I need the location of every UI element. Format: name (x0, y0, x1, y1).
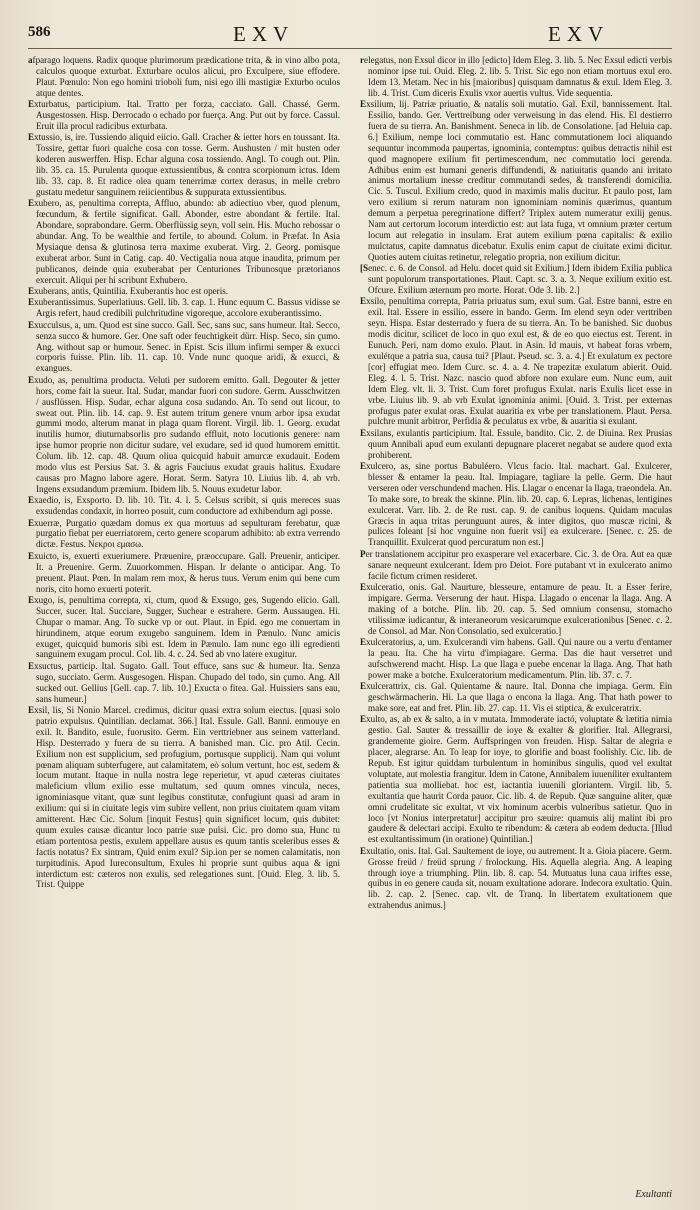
right-column (360, 55, 672, 1185)
entry: Exsuctus, particip. Ital. Sugato. Gall. Tout effuce, sans suc & humeur. Ita. Senza sugo, succiato. Germ. Ausgesogen. Hispan. Chupado del todo, sin çumo. Ang. All sucked out. Gellius [Gell. cap. 7. lib. 10.] Exucta o fitea. Gal. Huissiers sans eau, sans humeur.] (28, 660, 340, 704)
entry: Exugo, is, penultima correpta, xi, ctum, quod & Exsugo, ges, Sugendo elicio. Gall. Succer, sucer. Ital. Succiare, Sugger, Suchear e estrahere. Germ. Aussaugen. Hi. Chupar o mamar. Ang. To sucke vp or out. Plaut. in Epid. ego me conuertam in hirundinem, atque eorum exugebo sanguinem. Idem in Pænulo. Nunc amicis exuget, quicquid humoris sibi est. Idem in Pænulo. Iam nunc ego illi egredienti sanguinem exugam procul. Col. lib. 4. c. 24. Sed ab vno latere exugitur. (28, 594, 340, 660)
entry: Exuberans, antis, Quintilia. Exuberantis hoc est operis. (28, 286, 229, 297)
entry: Exultatio, onis. Ital. Gal. Saultement de ioye, ou autrement. It a. Gioia piacere. Germ. Grosse freüd / freüd sprung / frolockung. His. Aquella alegria. Ang. A leaping through ioye a triumphing. Plin. lib. 8. cap. 54. Mutuatus luna caua iriftes esse, quibus in eo genere cauda sit, nouam exultatione adorare. Indecora exultatio. Quin. lib. 2. cap. 2. [Senec. cap. vlt. de Tranq. In libertatem exultationem que extrahendus animus.] (360, 845, 672, 911)
entry: Exulto, as, ab ex & salto, a in v mutata. Immoderate iactó, voluptate & lætitia nimia gestio. Gal. Sauter & tressaillir de ioye & exalter & glorifier. Ital. Allegrarsi, grandemente gioire. Germ. Auffspringen von freuden. Hisp. Saltar de alegria e placer, alegrarse. An. To leap for ioye, to glorifie and boast foolishly. Cic. lib. de Repub. Est igitur quiddam turbulentum in hominibus singulis, quod vel exultat voluptate, aut molestia frangitur. Idem in Catone, Annibalem iuueniliter exultantem patientia sua molliebat. hoc est, iactantia iuuenili gloriantem. Virgil. lib. 5. exultantia que haurit Corda pauor. Cic. lib. 4. de Repub. Quæ sanguine aliter, quæ omni crudelitate sic exultat, vt vix hominum acerbis vulneribus satietur. Quo in loco [vt Nonius interpretatur] accipitur pro sæuire: quamuis alij malint ibi pro gaudere & delectari accipi. Exulto te ribendum: & cætera ab eodem deducta. [Illud est exultantissimum (in oratione) Quintilian.] (360, 714, 672, 845)
text-columns (28, 55, 672, 1185)
entry: Extussio, is, ire. Tussiendo aliquid eiicio. Gall. Cracher & ietter hors en toussant. Ita. Tossire, gettar fuori qualche cosa con tosse. Germ. Aushusten / mit husten oder koderen auswerffen. Hisp. Echar alguna cosa tossiendo. Angl. To cough out. Plin. lib. 35. ca. 15. Purulenta quoque extussientibus, & contra scorpionum ictus. Idem lib. 33. cap. 8. Et radice olea quam tenerrimæ cortex derasus, in melle crebro gustatu medetur sanguinem reiicientibus & suppurata extussientibus. (28, 132, 340, 197)
entry: Exsil, lis, Si Nonio Marcel. credimus, dicitur quasi extra solum eiectus. [quasi solo patrio expulsus. Quintilian. declamat. 366.] Ital. Essule. Gall. Banni. enmouye en exil. It. Bandito, esule, fuorusito. Germ. Ein verttriebner aus seinem vatterland. Hisp. Desterrado y fuera de su tierra. A banished man. Cic. pro Atil. Cecin. Exilium non est supplicium, sed profugium, portusque supplicij. Nam qui volunt pœnam aliquam subterfugere, aut calamitatem, eò solum vertunt, hoc est, sedem & locum mutant. Itaque in nulla nostra lege reperietur, vt apud cæteras ciuitates maleficium vllum exilio esse multatum, sed quum omnes vincula, neces, ignominiasque vitant, quæ sunt legibus constitutæ, confugiunt quasi ad aram in exilium: qui si in ciuitate legis vim subire vellent, non prius ciuitatem quam vitam amitterent. Hæc Cic. Solum [inquit Festus] quin significet locum, quis dubitet: quum exules causæ dicantur loco patrie suæ pulsi. Cic. pro domo sua, Hunc tu etiam portentosa pestis, exulem appellare ausus es quum tantis sceleribus esses & factis notatus? Ex sintram, Quid enim exul? Sip.ion per se nomen calamitatis, non turpitudinis. Apud Iureconsultum, Exules hi proprie sunt quibus aqua & igni interdictum est: cæteros non exulis, sed relegationes sunt. [Ouid. Eleg. 3. lib. 5. Trist. Quippe (28, 704, 340, 890)
entry: Exucculsus, a, um. Quod est sine succo. Gall. Sec, sans suc, sans humeur. Ital. Secco, senza succo & humore. Ger. One saft oder feuchtigkeit dürr. Hisp. Seco, sin çumo. Ang. without sap or humour. Senec. in Epist. Scis illum infirmi semper & exucci corporis fuisse. Plin. lib. 11. cap. 10. Vnde nunc quoque aridi, & exucci, & exangues. (28, 319, 340, 374)
entry: Per translationem accipitur pro exasperare vel exacerbare. Cic. 3. de Ora. Aut ea quæ sanare nequeunt exulcerant. Idem pro Deiot. Fore putabant vt in exulcerato animo facile fictum crimen resideret. (360, 548, 672, 581)
entry: Exubero, as, penultima correpta, Affluo, abundo: ab adiectiuo vber, quod plenum, fœcundum, & fertile significat. Gall. Abonder, estre abondant & fertile. Ital. Abondare, soprabondare. Germ. Oberflüssig seyn, voll sein. His. Mucho rebossar o abundar. Ang. To be wealthie and fertile, to abound. Colum. in Præfat. In Asia Mysiaque densa & glutinosa terra maxime exuberat. Virg. 2. Georg. pomisque exuberat arbor. Sunt in Catig. cap. 40. Vectigalia noua atque inaudita, primum per publicanos, deinde quia exuberabat per Centuriones Tribunosque prætorianos exercuit. Aliqui per hi scribunt Exhubero. (28, 198, 340, 285)
left-column (28, 55, 340, 1185)
entry: Exsilium, lij. Patriæ priuatio, & natalis soli mutatio. Gal. Exil, bannissement. Ital. Essilio, bando. Ger. Verttreibung oder verweisung in das elend. His. El destierro fuera de su tierra. An. Banishment. Seneca in lib. de Consolatione. [ad Heluia cap. 6.] Exilium, nempe loci commutatio est. Hanc commutationem loci aliquando sequuntur incommoda paupertas, ignominia, contemptus: quibus detractis nihil est quod magnopere exilium fit pertimescendum, nec commutatio loci gerenda. Adhibus enim est humani generis diffundendi, & natiuitatis quando ani irritato animus mortalium inesse creditur commutandi sedes, & transferendi domicilia. Cic. 5. Tuscul. Exilium credo, quod in maximis malis ducitur. Et paulo post, Iam vero exilium si rerum naturam non ignominiam nominis quærimus, quantum demum a perpetua peregrinatione differt? Triplex autem numeratur exilij genus. Nam aut certorum locorum interdictio est: aut lata fuga, vt omnium præter certum locum aut relegatio in insulam. Erat autem exilium pœna capitalis: & exilio mulctatus, capite damnatus dicebatur. Exulis enim caput de ciuitate eximi dicitur. Quoties autem ciuitas retinetur, relegatio propria, non exilium dicitur. (360, 99, 672, 262)
catchword: Exultanti (635, 1189, 672, 1200)
running-title-left: EXV (233, 22, 295, 46)
entry: Exulcerattrix, cis. Gal. Quientame & naure. Ital. Donna che impiaga. Germ. Ein geschwärmacherin. Hi. La que llaga o encona la llaga. Ang. That hath power to make sore, eat and fret. Plin. lib. 27. cap. 11. Vis ei stiptica, & exulceratrix. (360, 681, 672, 713)
entry: Exsilo, penultima correpta, Patria priuatus sum, exul sum. Gal. Estre banni, estre en exil. Ital. Essere in essilio, essere in bando. Germ. Im elend seyn oder verttriben seyn. Hispa. Estar desterrado y fuera de su tierra. An. To be banished. Sic duobus modis dicitur, scilicet de loco in quo exul est, & de eo quo eiectus est. Terent. in Eunuch. Peri, nam domo exulo. Plaut. in Asin. Id mauis, vt habeat foras vrbem, exulétque a patria sua, causa tui? [Plaut. Pseud. sc. 3. a. 4.] Et exulatum ex pectore [cor] effugiat meo. Idem Curc. sc. 4. a. 4. Ne trapezitæ exulatum abierit. Ouid. Eleg. 4. l. 5. Trist. Nazc. nascio quod abfore non exulare eum. Nunc eum, auit Idem Eleg. vlt. li. 3. Trist. Cum foret profugus Exulat. naris Exulis licet esse in vrbe. Liuius lib. 9. ab vrb Exulat ignominia animi. [Ouid. 3. Trist. per externas profugus pater exulat oras. Exulat auaritia ex vrbe per translationem. Plaut. Persa. pulchre munit arbitror, Perfidia & peculatus ex vrbe, & auaritia si exulant. (360, 296, 672, 427)
entry: Exulceratorius, a, um. Exulcerandi vim habens. Gall. Qui naure ou a vertu d'entamer la peau. Ita. Che ha virtu d'impiagare. Germa. Das die haut versetret und aufschwerend macht. Hisp. La que llaga e puebe encenar la llaga. Ang. That hath power make a botche. Exulceratorium medicamentum. Plin. lib. 37. c. 7. (360, 637, 672, 680)
entry: afparago loquens. Radix quoque plurimorum prædicatione trita, & in vino albo pota, calculos quoque exturbat. Exturbare oculos alicui, pro Exculpere, siue effodere. Plaut. Pœnulo: Non ego homini trioboli fum, nisi ego illi mastigiæ Exturbo oculos atque dentes. (28, 55, 340, 98)
entry: Exuicto, is, exuerti exueriumere. Præuenire, præoccupare. Gall. Preuenir, anticiper. It. a Preuenire. Germ. Zuuorkommen. Hispan. Ir delante o anticipar. Ang. To preuent. Plaut. Pœn. In malam rem mox, & herus tuus. Verum enim qui bene cum noris, cito homo exuerti poterit. (28, 550, 340, 594)
running-title-right: EXV (548, 22, 610, 46)
entry: Exulceratio, onis. Gal. Naurture, blesseure, entamure de peau. It. a Esser ferire, impigare. Germa. Verserung der haut. Hispa. Llagado o encenar la llaga. Ang. A making of a botche. Plin. lib. 20. cap. 5. Sed omnium consensu, stomacho vtilissimæ iudicantur, & interaneorum vesicarumque exulcerationibus [Senec. c. 2. de Consol. ad Mar. Non Consolatio, sed exulceratio.] (360, 582, 672, 636)
entry: Exudo, as, penultima producta. Veluti per sudorem emitto. Gall. Degouter & jetter hors, come fait la sueur. Ital. Sudar, mandar fuori con sudore. Germ. Ausschwitzen / ausflüssen. Hisp. Sudar, echar alguna cosa sudando. An. To send out licour, to sweat out. Plin. lib. 14. cap. 9. Est autem tritum genere vnum arbor ipsa exudat gummi modo, alterum manat in plaga quam florent. Virgil. lib. 1. Georg. exudat inutilis humor, diuturnabsorlis pro sudando effluit, noto locutionis genere: nam ipse humor proprie non dicitur sudare, vel exudare, sed id quod humorem emittit. Colum. lib. 12. cap. 48. Quum oliua quicquid habuit amurcæ exudauit. Eodem modo vlus est Persius Sat. 3. & agris Fauciuus exudat grauis halitus. Exudare causas pro Magno labore agere. Horat. Serm. Satyra 10. Liuius lib. 4. ab vrb. Ingens exsudandum præmium. Ibidem lib. 5. Nouus exudetur labor. (28, 374, 340, 494)
entry: Exulcero, as, sine portus Babuléero. Vlcus facio. Ital. machart. Gal. Exulcerer, blesser & entamer la peau. Ital. Impiagare, tagliare la pelle. Germ. Die haut verseren oder verschundend machen. His. Llagar o encenar la llaga, traeondela. An. To make sore, to break the skinne. Plin. lib. 20. cap. 6. Lepras, lichenas, lentigines exulcerat. Varr. lib. 2. de Re rust. cap. 9. de canibus loquens. Quidam maculas Græcis in aqua tritas perunguunt aures, & inter digitos, quo muscæ ricini, & pulices foleant [si hoc vnguine non fuerit vsi] ea exulcerare. [Senec. c. 25. de Tranquillit. Exulcerat quod percuratum non est.] (360, 461, 672, 548)
page-number: 586 (28, 24, 51, 40)
entry: Exaedio, is, Exsporto. D. lib. 10. Tit. 4. l. 5. Celsus scribit, si quis mereces suas exsudendas condaxit, in horreo posuit, cum conductore ad exhibendum agi posse. (28, 495, 340, 517)
entry: Exsilans, exulantis participium. Ital. Essule, bandito. Cic. 2. de Diuina. Rex Prusias quum Annibali apud eum exulanti depugnare placeret negabat se audere quod exta prohiberent. (360, 427, 672, 460)
entry: Exturbatus, participium. Ital. Tratto per forza, cacciato. Gall. Chassé. Germ. Ausgestossen. Hisp. Derrocado o echado por fuerça. Ang. Put out by force. Cassul. Eruit illa procul radicibus exturbata. (28, 99, 340, 131)
entry: [Senec. c. 6. de Consol. ad Helu. docet quid sit Exilium.] Idem ibidem Exilia publica sunt populorum transportationes. Plaut. Capt. sc. 3. a. 3. Neque exilium exitio est. Ofcure. Exilium æternum pro morte. Horat. Ode 3. lib. 2.] (360, 263, 672, 296)
entry: relegatus, non Exsul dicor in illo [edicto] Idem Eleg. 3. lib. 5. Nec Exsul edicti verbis nominor ipse tui. Ouid. Eleg. 2. lib. 5. Trist. Sic ego non etiam mortuus exul ero. Idem 13. Metam. Nec in his [maioribus] quisquam damnatus & exul. Idem Eleg. 3. lib. 4. Trist. Cum diceris Exulis vxor auertis vultus. Vide sequentia. (360, 55, 672, 98)
entry: Exuberantissimus. Superlatiuus. Gell. lib. 3. cap. 1. Hunc equum C. Bassus vidisse se Argis refert, haud credibili pulchritudine vigoreque, accolore exuberantissimo. (28, 297, 340, 319)
running-header (28, 22, 672, 49)
entry: Exuerræ, Purgatio quædam domus ex qua mortuus ad sepulturam ferebatur, quæ purgatio fiebat per euerriatorem, certo genere scoparum adhibito: ab extra verrendo dictæ. Festus. Νεκροι εμασω. (28, 517, 340, 550)
